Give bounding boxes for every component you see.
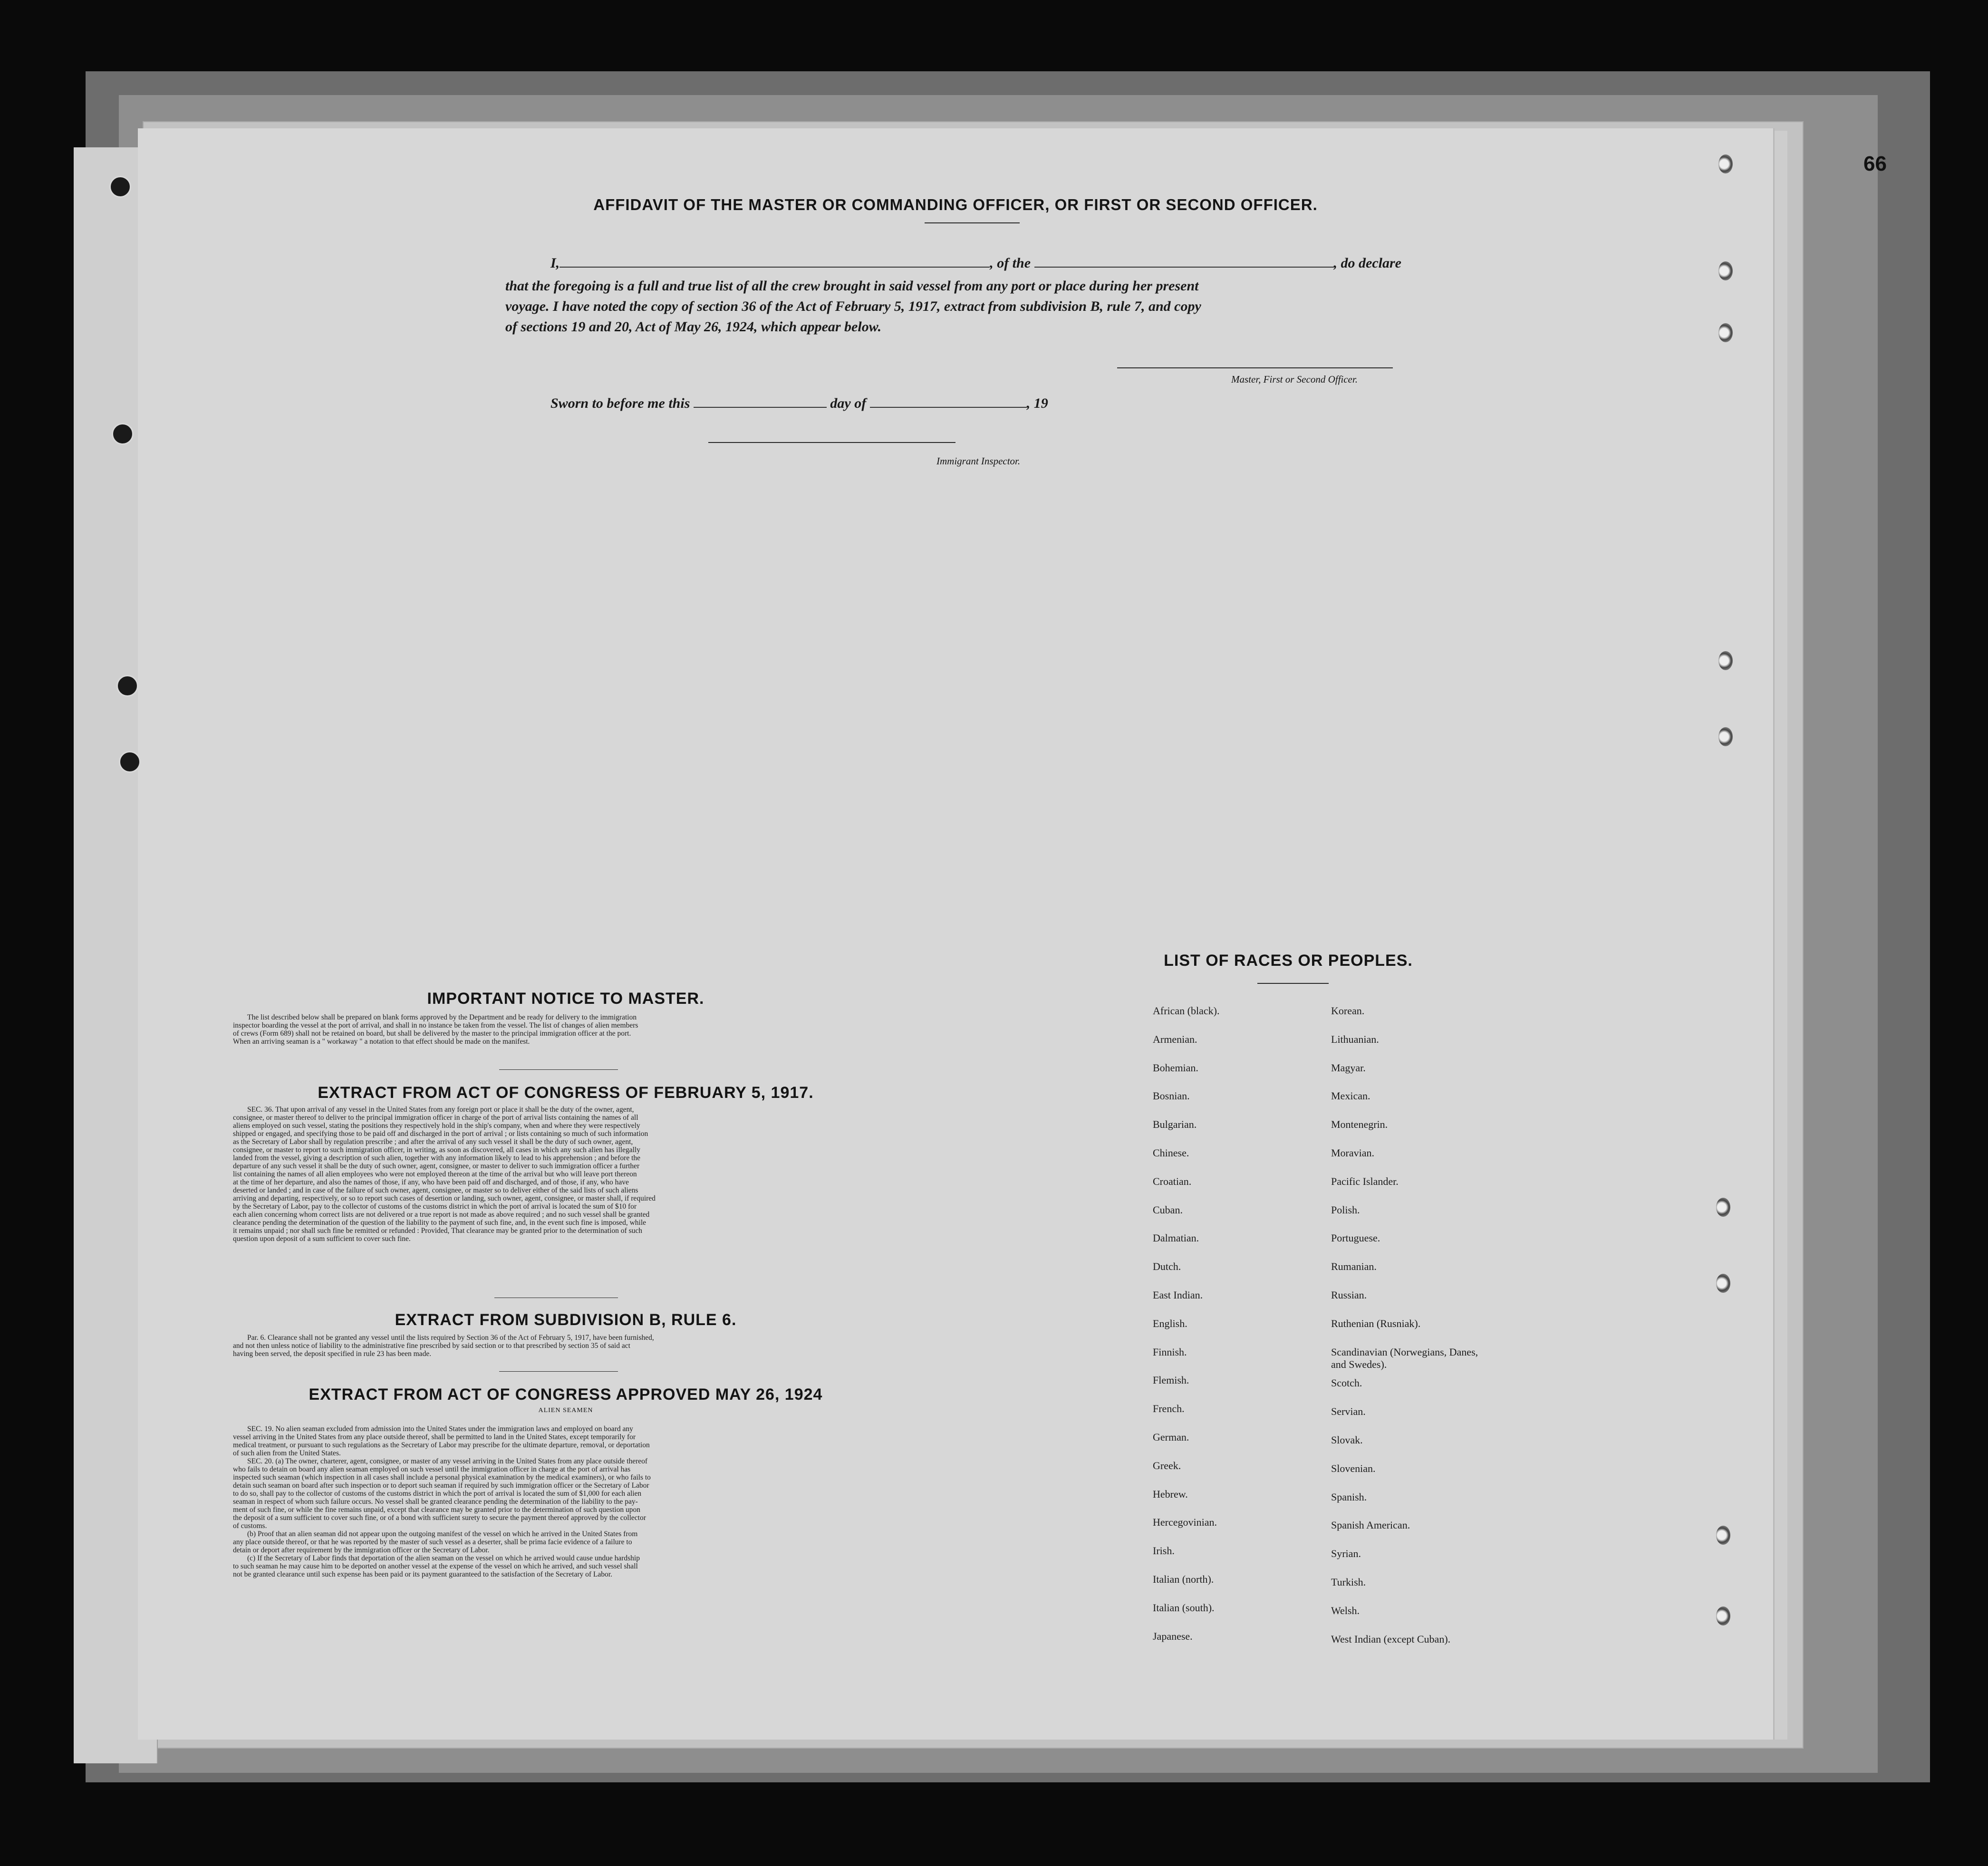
sworn-line: [550, 394, 1048, 412]
race-item: Welsh.: [1331, 1604, 1360, 1616]
race-item: Portuguese.: [1331, 1232, 1380, 1244]
inspector-caption: Immigrant Inspector.: [936, 455, 1021, 467]
race-item: Croatian.: [1153, 1175, 1192, 1187]
race-item: Scandinavian (Norwegians, Danes, and Swedes).: [1331, 1346, 1478, 1370]
affidavit-line-1: [550, 254, 1401, 271]
race-item: French.: [1153, 1403, 1185, 1415]
affidavit-title: AFFIDAVIT OF THE MASTER OR COMMANDING OFFICER, OR FIRST OR SECOND OFFICER.: [593, 196, 1318, 213]
divider: [1257, 983, 1329, 984]
ring-hole: [1718, 651, 1733, 670]
race-item: Cuban.: [1153, 1203, 1183, 1216]
ring-hole: [1718, 154, 1733, 173]
race-item: English.: [1153, 1317, 1187, 1329]
race-item: Finnish.: [1153, 1346, 1187, 1358]
race-item: African (black).: [1153, 1005, 1220, 1017]
sworn-end: , 19: [1026, 395, 1048, 411]
race-item: Magyar.: [1331, 1061, 1366, 1074]
race-item: Korean.: [1331, 1005, 1365, 1017]
races-title: LIST OF RACES OR PEOPLES.: [1164, 952, 1413, 970]
race-item: Italian (north).: [1153, 1573, 1214, 1585]
race-item: Armenian.: [1153, 1033, 1197, 1045]
extract-1924-text: SEC. 19. No alien seaman excluded from admission into the United States under the immigration laws and employed on board any vessel arriving in the United States from any place outside thereof, shall be permitted to land in the United States, except temporarily for medical treatment, or pursuant to such regulations as the Secretary of Labor may prescribe for the ultimate departure, removal, or deportation of such alien from the United States. SEC. 20. (a) The owner, charterer, agent, consignee, or master of any vessel arriving in the United States from any place outside thereof who fails to detain on board any alien seaman employed on such vessel until the immigration officer in charge at the port of arrival has inspected such seaman (which inspection in all cases shall include a personal physical examination by the medical examiners), or who fails to detain such seaman on board after such inspection or to deport such seaman if required by such immigration officer or the Secretary of Labor to do so, shall pay to the collector of customs of the customs district in which the port of arrival is located the sum of $1,000 for each alien seaman in respect of whom such failure occurs. No vessel shall be granted clearance pending the determination of the liability to the pay- ment of such fine, or while the fine remains unpaid, except that clearance may be granted prior to the determination of such question upon the deposit of a sum sufficient to cover such fine, or of a bond with sufficient surety to secure the payment thereof approved by the collector of customs. (b) Proof that an alien seaman did not appear upon the outgoing manifest of the vessel on which he arrived in the United States from any place outside thereof, or that he was reported by the master of such vessel as a deserter, shall be prima facie evidence of a failure to detain or deport after requirement by the immigration officer or the Secretary of Labor. (c) If the Secretary of Labor finds that deportation of the alien seaman on the vessel on which he arrived would cause undue hardship to such seaman he may cause him to be deported on another vessel at the expense of the vessel on which he arrived, and such vessel shall not be granted clearance until such expense has been paid or its payment guaranteed to the satisfaction of the Secretary of Labor.: [233, 1425, 651, 1578]
race-item: Ruthenian (Rusniak).: [1331, 1317, 1421, 1329]
race-item: Bosnian.: [1153, 1090, 1190, 1102]
affidavit-line1-start: I,: [550, 255, 560, 271]
divider: [925, 222, 1020, 223]
extract-rule6-title: EXTRACT FROM SUBDIVISION B, RULE 6.: [395, 1311, 737, 1329]
sworn-mid: day of: [830, 395, 867, 411]
race-item: Russian.: [1331, 1289, 1367, 1301]
race-item: Syrian.: [1331, 1548, 1361, 1560]
race-item: Turkish.: [1331, 1576, 1366, 1588]
ring-hole: [1718, 261, 1733, 280]
race-item: Scotch.: [1331, 1377, 1362, 1389]
race-item: German.: [1153, 1431, 1189, 1443]
punch-hole: [112, 423, 134, 445]
race-item: Chinese.: [1153, 1147, 1189, 1159]
race-item: Moravian.: [1331, 1147, 1375, 1159]
race-item: Bulgarian.: [1153, 1118, 1197, 1131]
punch-hole: [119, 751, 141, 773]
affidavit-line-3: voyage. I have noted the copy of section 36 of the Act of February 5, 1917, extract from subdivision B, rule 7, and copy: [505, 298, 1201, 314]
race-item: Slovak.: [1331, 1434, 1363, 1446]
ring-hole: [1718, 727, 1733, 746]
punch-hole: [116, 675, 138, 697]
ring-hole: [1716, 1526, 1730, 1545]
race-item: Spanish American.: [1331, 1519, 1410, 1531]
race-item: Montenegrin.: [1331, 1118, 1388, 1131]
extract-1917-text: SEC. 36. That upon arrival of any vessel in the United States from any foreign port or place it shall be the duty of the owner, agent, consignee, or master thereof to deliver to the principal immigration officer in charge of the port of arrival lists containing the names of all aliens employed on such vessel, stating the positions they respectively hold in the ship's company, when and where they were respectively shipped or engaged, and specifying those to be paid off and discharged in the port of arrival ; or lists containing so much of such information as the Secretary of Labor shall by regulation prescribe ; and after the arrival of any such vessel it shall be the duty of such owner, agent, consignee, or master to report to such immigration officer, in writing, as soon as discovered, all cases in which any such alien has illegally landed from the vessel, giving a description of such alien, together with any information likely to lead to his apprehension ; and before the departure of any such vessel it shall be the duty of such owner, agent, consignee, or master to deliver to such immigration officer a further list containing the names of all alien employees who were not employed thereon at the time of the arrival but who will leave port thereon at the time of her departure, and also the names of those, if any, who have been paid off and discharged, and of those, if any, who have deserted or landed ; and in case of the failure of such owner, agent, consignee, or master so to deliver either of the said lists of such aliens arriving and departing, respectively, or so to report such cases of desertion or landing, such owner, agent, consignee, or master shall, if required by the Secretary of Labor, pay to the collector of customs of the customs district in which the port of arrival is located the sum of $10 for each alien concerning whom correct lists are not delivered or a true report is not made as above required ; and no such vessel shall be granted clearance pending the determination of the question of the liability to the payment of such fine, and, in the event such fine is imposed, while it remains unpaid ; nor shall such fine be remitted or refunded : Provided, That clearance may be granted prior to the determination of such question upon deposit of a sum sufficient to cover such fine.: [233, 1106, 656, 1243]
race-item: Servian.: [1331, 1405, 1366, 1418]
ring-hole: [1716, 1274, 1730, 1293]
sworn-day-field[interactable]: [694, 394, 827, 408]
extract-rule6-text: Par. 6. Clearance shall not be granted any vessel until the lists required by Section 36 of the Act of February 5, 1917, have been furnished, and not then unless notice of liability to the administrative fine prescribed by said section or to that prescribed by section 35 of said act having been served, the deposit specified in rule 23 has been made.: [233, 1334, 654, 1358]
race-item: Pacific Islander.: [1331, 1175, 1399, 1187]
race-item: Slovenian.: [1331, 1462, 1376, 1474]
race-item: Hercegovinian.: [1153, 1516, 1217, 1529]
race-item: Japanese.: [1153, 1630, 1193, 1642]
affidavit-line1-end: , do declare: [1333, 255, 1401, 271]
race-item: Dutch.: [1153, 1260, 1181, 1273]
race-item: Rumanian.: [1331, 1260, 1377, 1273]
race-item: Hebrew.: [1153, 1488, 1188, 1500]
affidavit-line-4: of sections 19 and 20, Act of May 26, 1924, which appear below.: [505, 319, 882, 335]
page-number: 66: [1863, 152, 1887, 175]
extract-1924-subtitle: ALIEN SEAMEN: [538, 1407, 593, 1414]
vessel-name-field[interactable]: [1034, 254, 1334, 268]
race-item: Mexican.: [1331, 1090, 1370, 1102]
notice-text: The list described below shall be prepared on blank forms approved by the Department and be ready for delivery to the immigration inspector boarding the vessel at the port of arrival, and shall in no instance be taken from the vessel. The list of changes of alien members of crews (Form 689) shall not be retained on board, but shall be delivered by the master to the principal immigration officer at the port. When an arriving seaman is a " workaway " a notation to that effect should be made on the manifest.: [233, 1013, 638, 1046]
race-item: Bohemian.: [1153, 1061, 1198, 1074]
race-item: East Indian.: [1153, 1289, 1203, 1301]
master-name-field[interactable]: [560, 254, 990, 268]
notice-title: IMPORTANT NOTICE TO MASTER.: [427, 990, 704, 1008]
race-item: Italian (south).: [1153, 1601, 1215, 1614]
sworn-month-field[interactable]: [870, 394, 1027, 408]
divider: [499, 1371, 618, 1372]
race-item: Lithuanian.: [1331, 1033, 1379, 1045]
affidavit-line-2: that the foregoing is a full and true list of all the crew brought in said vessel from any port or place during her present: [505, 278, 1199, 294]
race-item: West Indian (except Cuban).: [1331, 1633, 1451, 1645]
affidavit-line1-mid: , of the: [990, 255, 1031, 271]
race-item: Greek.: [1153, 1459, 1181, 1472]
punch-hole: [109, 176, 131, 198]
ring-hole: [1716, 1606, 1730, 1626]
race-item: Irish.: [1153, 1545, 1175, 1557]
extract-1917-title: EXTRACT FROM ACT OF CONGRESS OF FEBRUARY 5, 1917.: [318, 1084, 814, 1102]
ring-hole: [1716, 1198, 1730, 1217]
divider: [499, 1069, 618, 1070]
race-item: Dalmatian.: [1153, 1232, 1199, 1244]
inspector-signature-line[interactable]: [708, 442, 955, 443]
race-item: Spanish.: [1331, 1491, 1367, 1503]
officer-signature-line[interactable]: [1117, 367, 1393, 368]
extract-1924-title: EXTRACT FROM ACT OF CONGRESS APPROVED MAY 26, 1924: [309, 1385, 823, 1404]
race-item: Polish.: [1331, 1203, 1360, 1216]
race-item: Flemish.: [1153, 1374, 1189, 1386]
sworn-start: Sworn to before me this: [550, 395, 690, 411]
officer-signature-caption: Master, First or Second Officer.: [1231, 374, 1358, 385]
ring-hole: [1718, 323, 1733, 342]
